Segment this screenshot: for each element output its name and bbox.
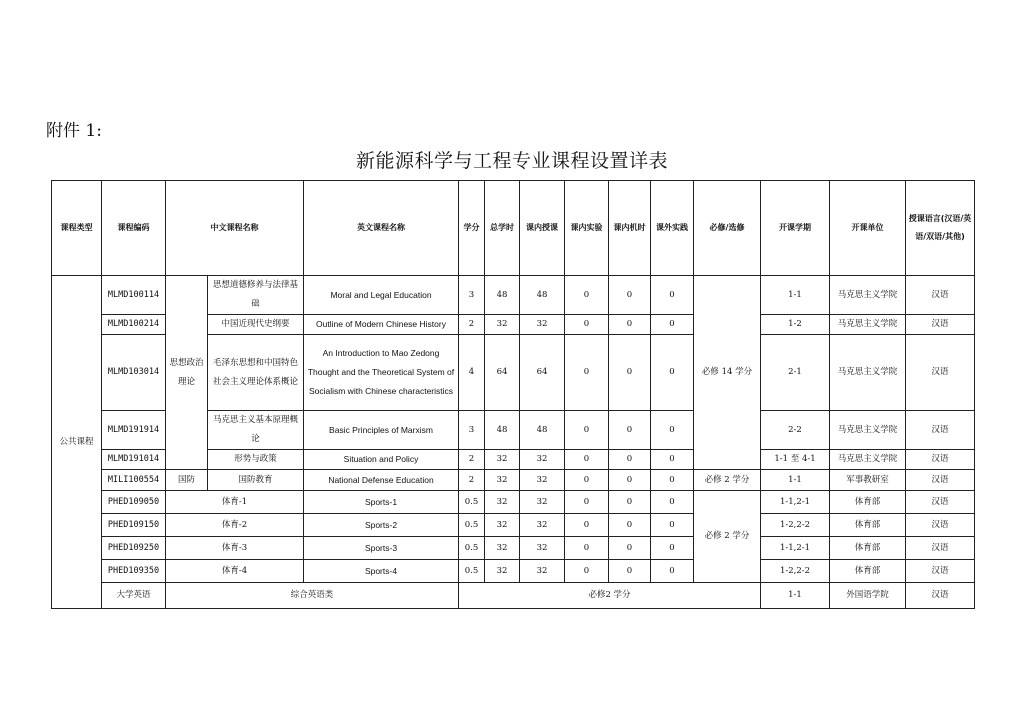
course-semester: 1-1: [761, 276, 830, 315]
requirement-defense: 必修 2 学分: [694, 470, 761, 491]
course-total-hours: 32: [485, 315, 520, 335]
header-language: 授课语言(汉语/英语/双语/其他): [906, 181, 975, 276]
course-department: 体育部: [830, 537, 906, 560]
course-cn-name: 国防教育: [208, 470, 304, 491]
course-cn-name: 体育-4: [166, 560, 304, 583]
course-total-hours: 32: [485, 537, 520, 560]
course-computer: 0: [609, 470, 651, 491]
course-language: 汉语: [906, 514, 975, 537]
table-row: [52, 514, 975, 537]
course-lecture: 64: [520, 335, 565, 411]
course-en-name: Sports-2: [304, 514, 459, 537]
header-type: 课程类型: [52, 181, 102, 276]
course-cn-name: 思想道德修养与法律基础: [208, 276, 304, 315]
course-experiment: 0: [565, 537, 609, 560]
course-credit: 0.5: [459, 491, 485, 514]
course-semester: 1-2,2-2: [761, 560, 830, 583]
course-total-hours: 32: [485, 514, 520, 537]
course-language: 汉语: [906, 560, 975, 583]
english-category: 综合英语类: [166, 583, 459, 609]
course-practice: 0: [651, 276, 694, 315]
course-cn-name: 体育-3: [166, 537, 304, 560]
course-total-hours: 32: [485, 450, 520, 470]
course-computer: 0: [609, 537, 651, 560]
course-language: 汉语: [906, 315, 975, 335]
course-lecture: 32: [520, 491, 565, 514]
group-defense: 国防: [166, 470, 208, 491]
english-department: 外国语学院: [830, 583, 906, 609]
course-experiment: 0: [565, 491, 609, 514]
course-computer: 0: [609, 411, 651, 450]
course-table: [51, 180, 975, 609]
course-practice: 0: [651, 335, 694, 411]
course-computer: 0: [609, 560, 651, 583]
course-code: MLMD191914: [102, 411, 166, 450]
course-en-name: Situation and Policy: [304, 450, 459, 470]
course-cn-name: 体育-2: [166, 514, 304, 537]
course-code: MLMD100214: [102, 315, 166, 335]
course-code: MILI100554: [102, 470, 166, 491]
header-lecture: 课内授课: [520, 181, 565, 276]
category-cell: 公共课程: [52, 276, 102, 609]
course-practice: 0: [651, 560, 694, 583]
course-cn-name: 毛泽东思想和中国特色社会主义理论体系概论: [208, 335, 304, 411]
course-semester: 1-2: [761, 315, 830, 335]
course-code: PHED109350: [102, 560, 166, 583]
header-requirement: 必修/选修: [694, 181, 761, 276]
header-code: 课程编码: [102, 181, 166, 276]
course-experiment: 0: [565, 514, 609, 537]
course-lecture: 48: [520, 411, 565, 450]
course-lecture: 32: [520, 470, 565, 491]
course-lecture: 32: [520, 560, 565, 583]
course-cn-name: 马克思主义基本原理概论: [208, 411, 304, 450]
table-row: [52, 560, 975, 583]
course-code: PHED109050: [102, 491, 166, 514]
course-experiment: 0: [565, 276, 609, 315]
table-row: [52, 491, 975, 514]
course-practice: 0: [651, 470, 694, 491]
course-en-name: Sports-4: [304, 560, 459, 583]
course-en-name: Sports-3: [304, 537, 459, 560]
course-department: 体育部: [830, 514, 906, 537]
table-row: [52, 470, 975, 491]
course-semester: 1-1 至 4-1: [761, 450, 830, 470]
course-cn-name: 中国近现代史纲要: [208, 315, 304, 335]
course-cn-name: 形势与政策: [208, 450, 304, 470]
course-practice: 0: [651, 514, 694, 537]
course-code: MLMD100114: [102, 276, 166, 315]
course-semester: 2-1: [761, 335, 830, 411]
header-row: [52, 181, 975, 276]
course-department: 体育部: [830, 491, 906, 514]
table-row: [52, 276, 975, 315]
course-semester: 1-2,2-2: [761, 514, 830, 537]
course-semester: 1-1,2-1: [761, 491, 830, 514]
course-experiment: 0: [565, 450, 609, 470]
header-credit: 学分: [459, 181, 485, 276]
course-credit: 4: [459, 335, 485, 411]
course-semester: 2-2: [761, 411, 830, 450]
course-computer: 0: [609, 315, 651, 335]
course-experiment: 0: [565, 560, 609, 583]
course-experiment: 0: [565, 470, 609, 491]
english-requirement: 必修2 学分: [459, 583, 761, 609]
header-total-hours: 总学时: [485, 181, 520, 276]
course-computer: 0: [609, 276, 651, 315]
course-language: 汉语: [906, 537, 975, 560]
header-experiment: 课内实验: [565, 181, 609, 276]
course-computer: 0: [609, 491, 651, 514]
course-lecture: 32: [520, 514, 565, 537]
header-department: 开课单位: [830, 181, 906, 276]
page-title: 新能源科学与工程专业课程设置详表: [355, 150, 668, 172]
course-department: 马克思主义学院: [830, 450, 906, 470]
header-practice: 课外实践: [651, 181, 694, 276]
course-credit: 0.5: [459, 560, 485, 583]
course-computer: 0: [609, 514, 651, 537]
group-politics: 思想政治理论: [166, 276, 208, 470]
course-total-hours: 32: [485, 491, 520, 514]
course-code: MLMD191014: [102, 450, 166, 470]
course-language: 汉语: [906, 411, 975, 450]
course-total-hours: 32: [485, 560, 520, 583]
course-total-hours: 48: [485, 276, 520, 315]
course-en-name: Moral and Legal Education: [304, 276, 459, 315]
course-en-name: Outline of Modern Chinese History: [304, 315, 459, 335]
course-lecture: 48: [520, 276, 565, 315]
course-lecture: 32: [520, 450, 565, 470]
course-language: 汉语: [906, 450, 975, 470]
course-department: 体育部: [830, 560, 906, 583]
course-language: 汉语: [906, 470, 975, 491]
course-practice: 0: [651, 411, 694, 450]
course-credit: 0.5: [459, 537, 485, 560]
course-semester: 1-1,2-1: [761, 537, 830, 560]
header-cn-name: 中文课程名称: [166, 181, 304, 276]
english-semester: 1-1: [761, 583, 830, 609]
header-semester: 开课学期: [761, 181, 830, 276]
requirement-sports: 必修 2 学分: [694, 491, 761, 583]
course-computer: 0: [609, 335, 651, 411]
english-language: 汉语: [906, 583, 975, 609]
course-code: PHED109150: [102, 514, 166, 537]
attachment-label: 附件 1:: [46, 121, 102, 141]
course-credit: 2: [459, 315, 485, 335]
course-practice: 0: [651, 450, 694, 470]
english-course-name: 大学英语: [102, 583, 166, 609]
course-department: 马克思主义学院: [830, 276, 906, 315]
course-en-name: Sports-1: [304, 491, 459, 514]
course-total-hours: 32: [485, 470, 520, 491]
course-lecture: 32: [520, 537, 565, 560]
header-en-name: 英文课程名称: [304, 181, 459, 276]
course-department: 马克思主义学院: [830, 411, 906, 450]
course-cn-name: 体育-1: [166, 491, 304, 514]
course-total-hours: 64: [485, 335, 520, 411]
course-practice: 0: [651, 537, 694, 560]
course-department: 军事教研室: [830, 470, 906, 491]
course-computer: 0: [609, 450, 651, 470]
table-row: [52, 583, 975, 609]
course-lecture: 32: [520, 315, 565, 335]
requirement-politics: 必修 14 学分: [694, 276, 761, 470]
course-en-name: Basic Principles of Marxism: [304, 411, 459, 450]
course-practice: 0: [651, 491, 694, 514]
course-code: PHED109250: [102, 537, 166, 560]
course-credit: 2: [459, 450, 485, 470]
course-credit: 3: [459, 411, 485, 450]
course-practice: 0: [651, 315, 694, 335]
course-language: 汉语: [906, 276, 975, 315]
course-semester: 1-1: [761, 470, 830, 491]
course-experiment: 0: [565, 335, 609, 411]
course-department: 马克思主义学院: [830, 315, 906, 335]
course-code: MLMD103014: [102, 335, 166, 411]
header-computer: 课内机时: [609, 181, 651, 276]
course-credit: 2: [459, 470, 485, 491]
course-en-name: An Introduction to Mao Zedong Thought and the Theoretical System of Socialism with Chinese characteristics: [304, 335, 459, 411]
course-credit: 0.5: [459, 514, 485, 537]
course-credit: 3: [459, 276, 485, 315]
course-experiment: 0: [565, 315, 609, 335]
course-experiment: 0: [565, 411, 609, 450]
course-en-name: National Defense Education: [304, 470, 459, 491]
course-language: 汉语: [906, 335, 975, 411]
course-total-hours: 48: [485, 411, 520, 450]
table-row: [52, 537, 975, 560]
course-language: 汉语: [906, 491, 975, 514]
course-department: 马克思主义学院: [830, 335, 906, 411]
